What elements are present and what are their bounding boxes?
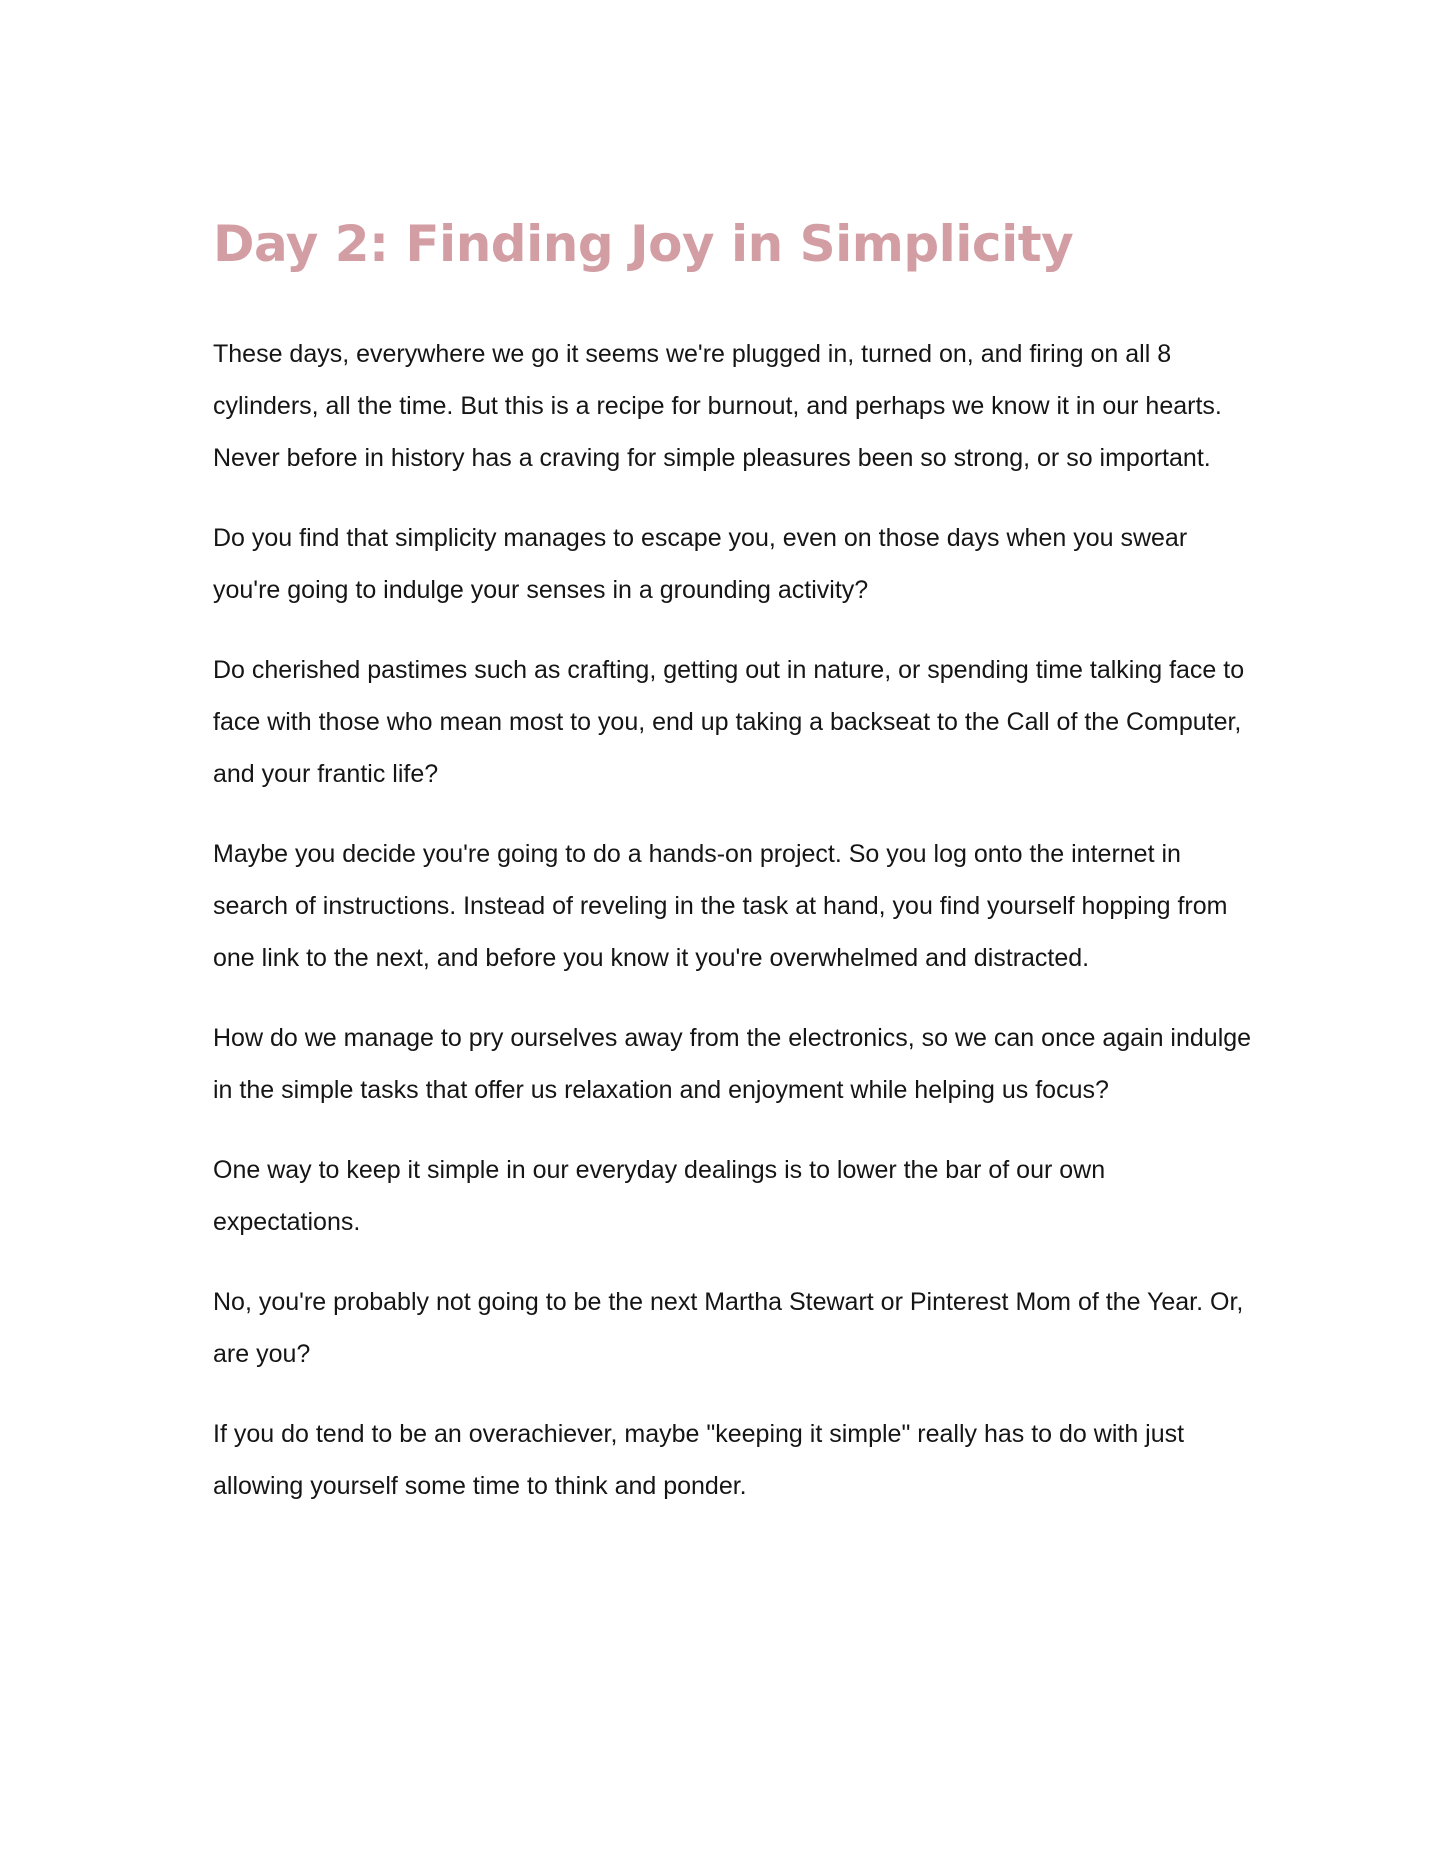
paragraph-8: If you do tend to be an overachiever, maybe "keeping it simple" really has to do with just allowing yourself some time to think and ponder. [213, 1420, 1185, 1500]
paragraph-5: How do we manage to pry ourselves away from the electronics, so we can once again indulge in the simple tasks that offer us relaxation and enjoyment while helping us focus? [213, 1024, 1252, 1104]
paragraph-2: Do you find that simplicity manages to escape you, even on those days when you swear you're going to indulge your senses in a grounding activity? [213, 524, 1188, 604]
paragraph-4: Maybe you decide you're going to do a hands-on project. So you log onto the internet in search of instructions. Instead of reveling in the task at hand, you find yourself hopping from one link to the next, and before you know it you're overwhelmed and distracted. [213, 840, 1228, 972]
body-text [213, 328, 1253, 1512]
page-title: Day 2: Finding Joy in Simplicity [213, 215, 1074, 273]
document-content [213, 205, 1253, 1540]
paragraph-6: One way to keep it simple in our everyday dealings is to lower the bar of our own expectations. [213, 1156, 1106, 1236]
paragraph-7: No, you're probably not going to be the next Martha Stewart or Pinterest Mom of the Year. Or, are you? [213, 1288, 1244, 1368]
paragraph-3: Do cherished pastimes such as crafting, getting out in nature, or spending time talking face to face with those who mean most to you, end up taking a backseat to the Call of the Computer, and your frantic life? [213, 656, 1245, 788]
paragraph-1: These days, everywhere we go it seems we're plugged in, turned on, and firing on all 8 cylinders, all the time. But this is a recipe for burnout, and perhaps we know it in our hearts. Never before in history has a craving for simple pleasures been so strong, or so important. [213, 340, 1222, 472]
